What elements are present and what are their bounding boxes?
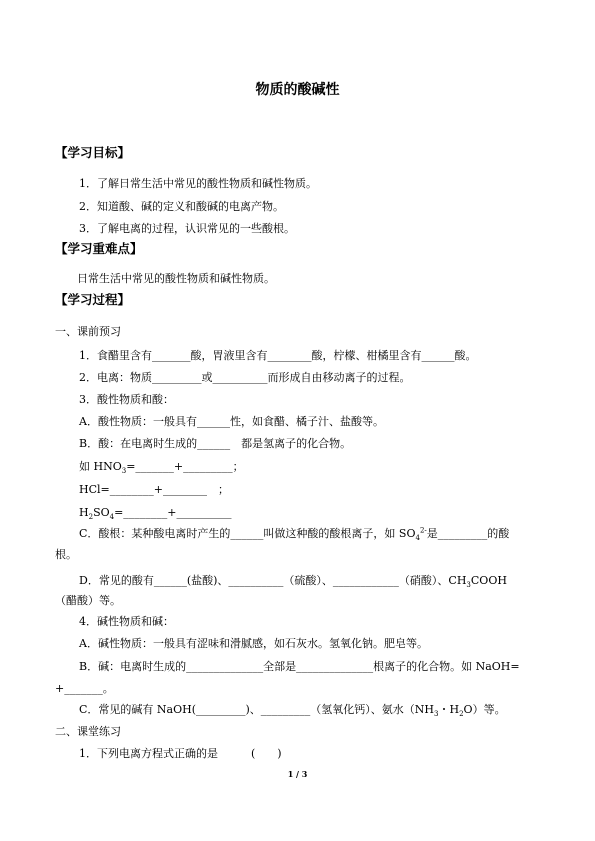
preview-question-4b: B．碱：电离时生成的______________全部是______________根离子的化合物。如 NaOH= (79, 660, 520, 673)
page-number: 1 / 3 (287, 769, 308, 779)
preview-question-4b-continued: +_______。 (55, 682, 114, 695)
objective-2: 2．知道酸、碱的定义和酸碱的电离产物。 (79, 200, 284, 213)
practice-question-1: 1．下列电离方程式正确的是 ( ) (79, 747, 282, 760)
hno3-equation: 如 $HNO_3=\_\_\_\_\_\_\_+\_\_\_\_\_\_\_\_\_$； (79, 460, 244, 476)
preview-heading: 一、课前预习 (55, 325, 121, 338)
preview-question-3b: B．酸：在电离时生成的______ 都是氢离子的化合物。 (79, 437, 352, 450)
h2so4-equation: $H_2SO_4=\_\_\_\_\_\_\_\_+\_\_\_\_\_\_\_\_\_\_$ (79, 506, 232, 522)
preview-question-3: 3．酸性物质和酸： (79, 393, 174, 406)
preview-question-4: 4．碱性物质和碱： (79, 615, 174, 628)
keypoints-heading: 【学习重难点】 (55, 241, 143, 256)
preview-question-2: 2．电离：物质_________或__________而形成自由移动离子的过程。 (79, 371, 411, 384)
preview-question-3c-continued: 根。 (55, 548, 77, 561)
preview-question-3c: C．酸根：某种酸电离时产生的______叫做这种酸的酸根离子，如 $SO_4^{2-}$是_________的酸 (79, 526, 510, 543)
process-heading: 【学习过程】 (55, 292, 131, 307)
preview-question-3d-continued: （醋酸）等。 (55, 594, 121, 607)
objectives-heading: 【学习目标】 (55, 145, 131, 160)
objective-3: 3．了解电离的过程，认识常见的一些酸根。 (79, 222, 295, 235)
preview-question-3d: D．常见的酸有______(盐酸)、__________（硫酸）、____________（硝酸）、$CH_3COOH$ (79, 574, 507, 590)
preview-question-1: 1．食醋里含有_______酸，胃液里含有________酸，柠檬、柑橘里含有______酸。 (79, 349, 477, 362)
objective-1: 1．了解日常生活中常见的酸性物质和碱性物质。 (79, 177, 317, 190)
practice-heading: 二、课堂练习 (55, 725, 121, 738)
hcl-equation: HCl=________+________ ； (79, 483, 229, 496)
preview-question-4a: A．碱性物质：一般具有涩味和滑腻感，如石灰水。氢氧化钠。肥皂等。 (79, 637, 428, 650)
page-title: 物质的酸碱性 (255, 82, 340, 98)
preview-question-4c: C．常见的碱有 NaOH(_________)、_________（氢氧化钙）、氨水（$NH_3$・$H_2O$）等。 (79, 703, 506, 719)
preview-question-3a: A．酸性物质：一般具有______性，如食醋、橘子汁、盐酸等。 (79, 415, 384, 428)
keypoints-text: 日常生活中常见的酸性物质和碱性物质。 (77, 272, 275, 285)
